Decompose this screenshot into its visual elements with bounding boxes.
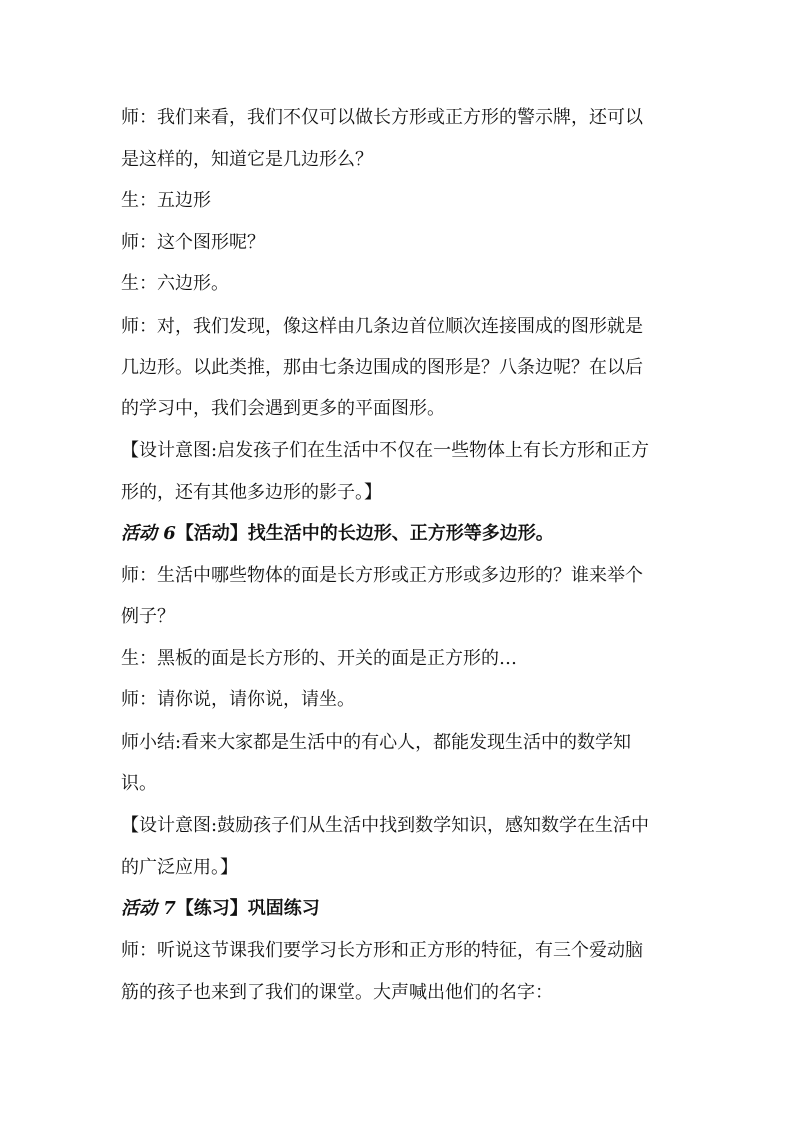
paragraph-line: 师小结:看来大家都是生活中的有心人，都能发现生活中的数学知 bbox=[121, 732, 632, 753]
paragraph-line: 生：五边形 bbox=[121, 190, 211, 211]
design-intent-note: 【设计意图:启发孩子们在生活中不仅在一些物体上有长方形和正方 bbox=[121, 440, 650, 461]
design-intent-note: 形的，还有其他多边形的影子。】 bbox=[121, 482, 382, 503]
activity-label: 活动 6 bbox=[121, 523, 176, 544]
paragraph-line: 识。 bbox=[121, 773, 157, 794]
paragraph-line: 几边形。以此类推，那由七条边围成的图形是？八条边呢？在以后 bbox=[121, 357, 643, 378]
activity-title: 巩固练习 bbox=[247, 898, 320, 919]
paragraph-line: 是这样的，知道它是几边形么？ bbox=[121, 149, 373, 170]
design-intent-note: 的广泛应用。】 bbox=[121, 857, 238, 878]
paragraph-line: 筋的孩子也来到了我们的课堂。大声喊出他们的名字： bbox=[121, 982, 553, 1003]
design-intent-note: 【设计意图:鼓励孩子们从生活中找到数学知识，感知数学在生活中 bbox=[121, 815, 650, 836]
activity-7-heading bbox=[121, 897, 320, 921]
paragraph-line: 的学习中，我们会遇到更多的平面图形。 bbox=[121, 398, 445, 419]
paragraph-line: 例子？ bbox=[121, 606, 175, 627]
paragraph-line: 师：请你说，请你说，请坐。 bbox=[121, 689, 355, 710]
paragraph-line: 师：生活中哪些物体的面是长方形或正方形或多边形的？谁来举个 bbox=[121, 565, 643, 586]
activity-title: 找生活中的长边形、正方形等多边形。 bbox=[247, 523, 554, 544]
paragraph-line: 师：这个图形呢？ bbox=[121, 232, 265, 253]
paragraph-line: 师：我们来看，我们不仅可以做长方形或正方形的警示牌，还可以 bbox=[121, 107, 643, 128]
activity-bracket: 【活动】 bbox=[175, 523, 248, 544]
activity-6-heading bbox=[121, 522, 554, 546]
paragraph-line: 师：对，我们发现，像这样由几条边首位顺次连接围成的图形就是 bbox=[121, 316, 643, 337]
activity-label: 活动 7 bbox=[121, 898, 176, 919]
paragraph-line: 师：听说这节课我们要学习长方形和正方形的特征，有三个爱动脑 bbox=[121, 940, 643, 961]
paragraph-line: 生：六边形。 bbox=[121, 273, 229, 294]
paragraph-line: 生：黑板的面是长方形的、开关的面是正方形的… bbox=[121, 648, 517, 669]
activity-bracket: 【练习】 bbox=[175, 898, 248, 919]
